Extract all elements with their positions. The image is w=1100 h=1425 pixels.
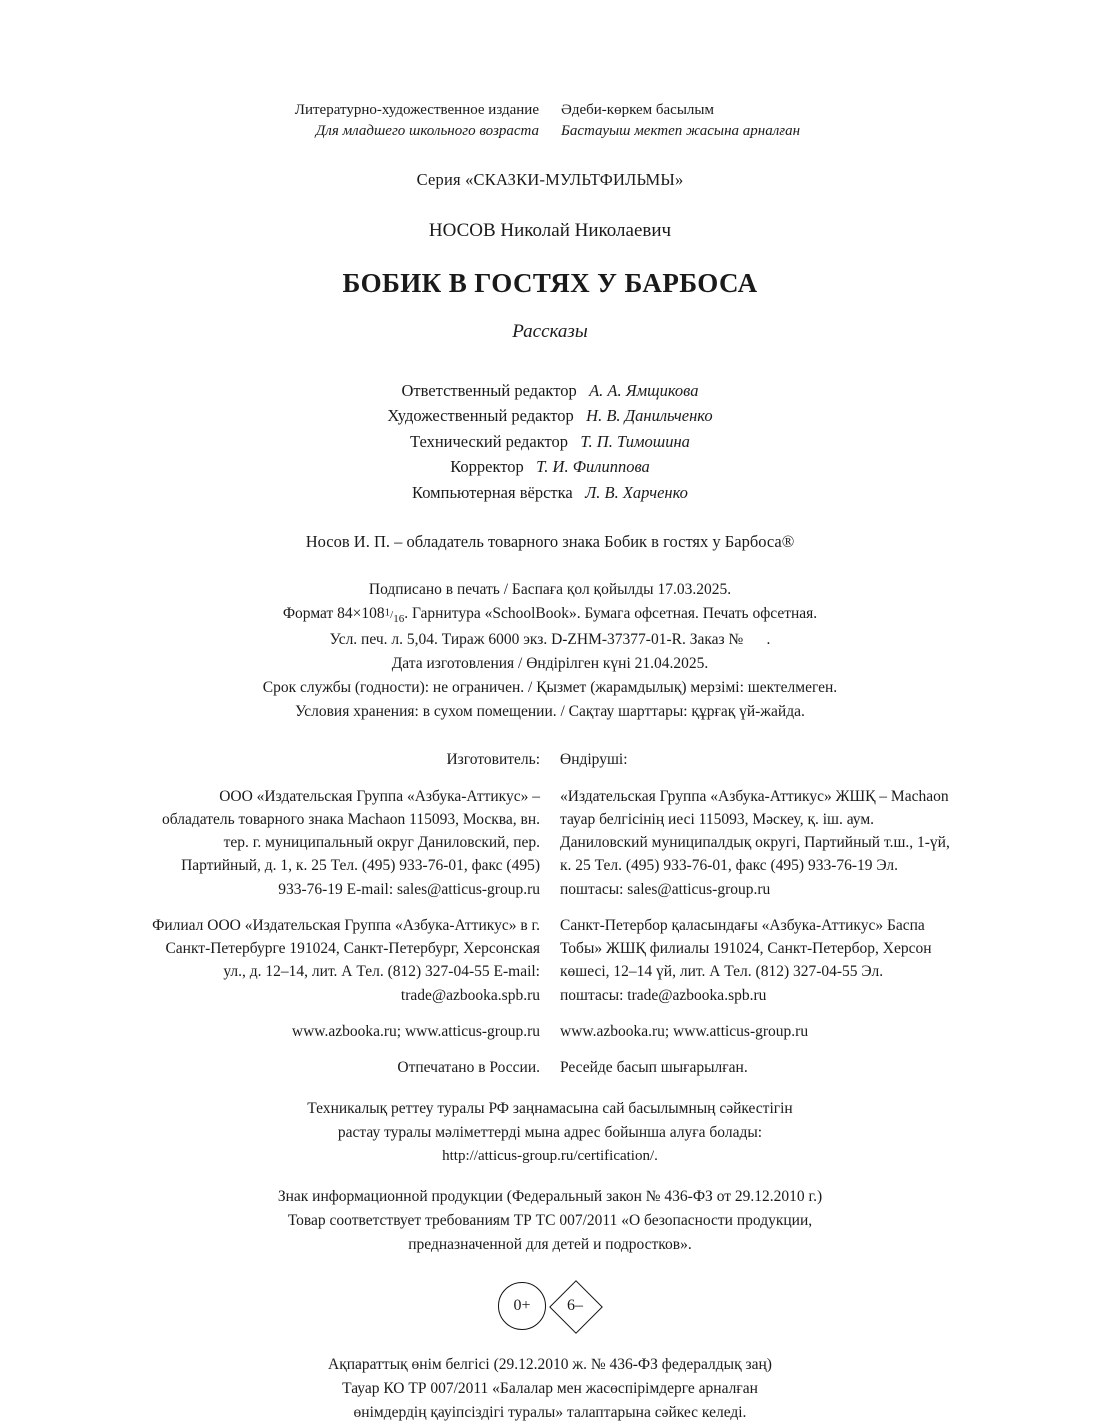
footer-line1: Ақпараттық өнім белгісі (29.12.2010 ж. № 436-ФЗ федералдық заң) [328, 1355, 772, 1373]
header-kazakh-column [561, 100, 861, 143]
legal-line3: предназначенной для детей и подростков». [408, 1235, 692, 1253]
print-line-date: Дата изготовления / Өндірілген күні 21.04.2025. [391, 655, 709, 673]
publisher-row [150, 748, 950, 771]
header-kk-line2: Бастауыш мектеп жасына арналған [561, 123, 801, 140]
age-mark-6-icon [548, 1279, 602, 1333]
publisher-row [150, 785, 950, 901]
page-title: БОБИК В ГОСТЯХ У БАРБОСА [342, 267, 758, 298]
credit-role: Художественный редактор [387, 406, 574, 426]
header-ru-line2: Для младшего школьного возраста [315, 123, 539, 140]
age-mark-0plus-label: 0+ [513, 1296, 531, 1314]
publisher-block [150, 748, 950, 1079]
publisher-websites-ru[interactable]: www.azbooka.ru; www.atticus-group.ru [291, 1022, 540, 1040]
legal-line2: Товар соответствует требованиям ТР ТС 007/2011 «О безопасности продукции, [287, 1211, 813, 1229]
publisher-websites-kk[interactable]: www.azbooka.ru; www.atticus-group.ru [560, 1022, 809, 1040]
header-russian-column [239, 100, 539, 143]
printed-in-ru: Отпечатано в России. [397, 1059, 540, 1077]
bilingual-header [150, 100, 950, 143]
age-rating-marks [150, 1279, 950, 1333]
publisher-moscow-kk: «Издательская Группа «Азбука-Аттикус» ЖШҚ – Machaon тауар белгісінің иесі 115093, Мәскеу, қ. іш. аум. Даниловский муниципалдық округі, Партийный т.ш., 1-үй, к. 25 Тел. (495) 933-76-01, факс (495) 933-76-19 Эл. поштасы: sales@atticus-group.ru [560, 787, 950, 898]
credit-row [150, 429, 950, 455]
publisher-spb-ru: Филиал ООО «Издательская Группа «Азбука-Аттикус» в г. Санкт-Петербурге 191024, Санкт-Петербург, Херсонская ул., д. 12–14, лит. А Тел. (812) 327-04-55 E-mail: trade@azbooka.spb.ru [152, 916, 540, 1004]
publisher-row [150, 1056, 950, 1079]
print-line-signed: Подписано в печать / Баспаға қол қойылды 17.03.2025. [368, 581, 732, 599]
credit-person: Т. И. Филиппова [536, 457, 650, 477]
publisher-right-label: Өндіруші: [560, 751, 628, 769]
page-content [150, 100, 950, 1425]
certification-line1: Техникалық реттеу туралы РФ заңнамасына сай басылымның сәйкестігін [307, 1100, 793, 1118]
credit-role: Компьютерная вёрстка [412, 482, 573, 502]
header-ru-line1: Литературно-художественное издание [294, 102, 539, 118]
print-format-frac-num: 1 [384, 606, 391, 619]
credit-role: Корректор [450, 457, 524, 477]
credit-role: Ответственный редактор [401, 380, 577, 400]
credit-row [150, 480, 950, 506]
publisher-row [150, 914, 950, 1007]
legal-line1: Знак информационной продукции (Федеральный закон № 436-ФЗ от 29.12.2010 г.) [277, 1187, 823, 1205]
print-format-frac-den: 16 [393, 613, 405, 626]
footer-line2: Тауар КО ТР 007/2011 «Балалар мен жасөспірімдерге арналған [342, 1379, 758, 1397]
publisher-spb-kk: Санкт-Петербор қаласындағы «Азбука-Аттикус» Баспа Тобы» ЖШҚ филиалы 191024, Санкт-Петербор, Херсон көшесі, 12–14 үй, лит. А Тел. (812) 327-04-55 Эл. поштасы: trade@azbooka.spb.ru [560, 916, 932, 1004]
credit-row [150, 403, 950, 429]
age-mark-0plus-icon [498, 1282, 546, 1330]
credit-person: Н. В. Данильченко [586, 406, 713, 426]
print-circulation-text: Усл. печ. л. 5,04. Тираж 6000 экз. D-ZHM-37377-01-R. Заказ № [329, 631, 744, 649]
trademark-notice: Носов И. П. – обладатель товарного знака Бобик в гостях у Барбоса® [305, 532, 795, 552]
publisher-left-label: Изготовитель: [446, 751, 540, 769]
print-format-b: . Гарнитура «SchoolBook». Бумага офсетная. Печать офсетная. [404, 605, 818, 623]
series-name: Серия «СКАЗКИ-МУЛЬТФИЛЬМЫ» [416, 169, 684, 189]
author-name: НОСОВ Николай Николаевич [428, 219, 672, 241]
credit-person: Л. В. Харченко [585, 482, 688, 502]
header-kk-line1: Әдеби-көркем басылым [561, 102, 714, 118]
footer-line3: өнімдердің қауіпсіздігі туралы» талаптарына сәйкес келеді. [353, 1403, 747, 1421]
credit-row [150, 454, 950, 480]
print-line-circulation: Усл. печ. л. 5,04. Тираж 6000 экз. D-ZHM-37377-01-R. Заказ № . [329, 631, 771, 649]
footer-kazakh-notice [150, 1353, 950, 1425]
print-line-storage: Условия хранения: в сухом помещении. / Сақтау шарттары: құрғақ үй-жайда. [295, 703, 805, 721]
book-subtitle: Рассказы [512, 320, 588, 342]
certification-url[interactable]: http://atticus-group.ru/certification/. [442, 1148, 658, 1165]
print-line-shelf-life: Срок службы (годности): не ограничен. / Қызмет (жарамдылық) мерзімі: шектелмеген. [262, 679, 838, 697]
age-mark-6-label: 6– [567, 1296, 583, 1314]
print-format-a: Формат 84×108 [282, 605, 385, 623]
certification-notice [150, 1097, 950, 1168]
printed-in-kk: Ресейде басып шығарылған. [560, 1059, 748, 1077]
print-line-format: Формат $84\times 1081/_{16}$. Гарнитура «SchoolBook». Бумага офсетная. Печать офсетная. [282, 605, 818, 626]
publisher-moscow-ru: ООО «Издательская Группа «Азбука-Аттикус» – обладатель товарного знака Machaon 115093, Москва, вн. тер. г. муниципальный округ Даниловский, пер. Партийный, д. 1, к. 25 Тел. (495) 933-76-01, факс (495) 933-76-19 E-mail: sales@atticus-group.ru [161, 787, 540, 898]
printing-details [150, 578, 950, 724]
credit-row [150, 378, 950, 404]
legal-notice [150, 1185, 950, 1257]
credit-person: А. А. Ямщикова [589, 380, 699, 400]
credit-role: Технический редактор [410, 431, 569, 451]
credits-list [150, 378, 950, 506]
publisher-row [150, 1020, 950, 1043]
credit-person: Т. П. Тимошина [580, 431, 690, 451]
certification-line2: растау туралы мәліметтерді мына адрес бойынша алуға болады: [337, 1124, 763, 1142]
